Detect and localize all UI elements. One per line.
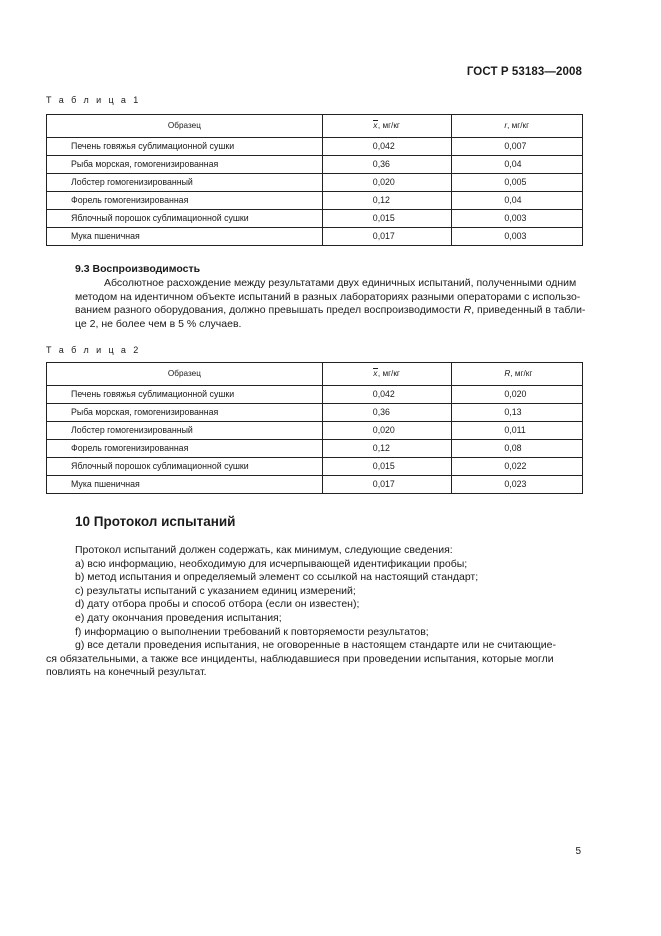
- table1-value-cell: 0,007: [452, 138, 583, 156]
- table2-col-x-unit: , мг/кг: [377, 369, 400, 378]
- table2-value-cell: 0,020: [452, 386, 583, 404]
- table1-sample-cell: Яблочный порошок сублимационной сушки: [47, 210, 323, 228]
- table1-value-cell: 0,04: [452, 156, 583, 174]
- table2-body: [47, 386, 583, 494]
- table1-row: [47, 174, 583, 192]
- list-item: a) всю информацию, необходимую для исчерпывающей идентификации пробы;: [75, 557, 468, 570]
- table2-row: [47, 386, 583, 404]
- section-9-3-heading: 9.3 Воспроизводимость: [75, 263, 201, 275]
- table2-col-R: [452, 363, 583, 386]
- table2-x-cell: 0,020: [322, 422, 452, 440]
- table1-sample-cell: Форель гомогенизированная: [47, 192, 323, 210]
- table1-sample-cell: Мука пшеничная: [47, 228, 323, 246]
- table2-row: [47, 476, 583, 494]
- table1-col-r-symbol: r: [504, 121, 508, 130]
- table2-value-cell: 0,08: [452, 440, 583, 458]
- table2-col-x-symbol: x: [373, 369, 378, 378]
- table2-sample-cell: Печень говяжья сублимационной сушки: [47, 386, 323, 404]
- table1-x-cell: 0,042: [322, 138, 452, 156]
- list-item-continuation: ся обязательными, а также все инциденты, наблюдавшиеся при проведении испытания, которые могли: [46, 652, 554, 665]
- table2-sample-cell: Лобстер гомогенизированный: [47, 422, 323, 440]
- table1-caption: Т а б л и ц а 1: [46, 95, 141, 105]
- table2-sample-cell: Форель гомогенизированная: [47, 440, 323, 458]
- table2-x-cell: 0,042: [322, 386, 452, 404]
- table1-col-r: [452, 115, 583, 138]
- table2-row: [47, 404, 583, 422]
- table1-row: [47, 156, 583, 174]
- table1-x-cell: 0,36: [322, 156, 452, 174]
- paragraph-line: ванием разного оборудования, должно превышать предел воспроизводимости R, приведенный в табли-: [75, 304, 586, 317]
- list-item-continuation: повлиять на конечный результат.: [46, 666, 207, 679]
- table1-value-cell: 0,005: [452, 174, 583, 192]
- table1-value-cell: 0,003: [452, 228, 583, 246]
- table1-col-x-symbol: x: [373, 121, 378, 130]
- table2-col-R-unit: , мг/кг: [510, 369, 533, 378]
- table1-col-r-unit: , мг/кг: [507, 121, 530, 130]
- table1-value-cell: 0,003: [452, 210, 583, 228]
- table2-row: [47, 422, 583, 440]
- list-item: e) дату окончания проведения испытания;: [75, 611, 282, 624]
- table1-x-cell: 0,017: [322, 228, 452, 246]
- section-10-intro: Протокол испытаний должен содержать, как минимум, следующие сведения:: [75, 544, 453, 556]
- section-9-3-paragraph: [75, 277, 586, 331]
- table2-col-R-symbol: R: [504, 369, 511, 378]
- table1-row: [47, 228, 583, 246]
- table1-col-sample: Образец: [47, 115, 323, 138]
- table2-col-sample: Образец: [47, 363, 323, 386]
- table1-sample-cell: Лобстер гомогенизированный: [47, 174, 323, 192]
- standard-header: ГОСТ Р 53183—2008: [466, 66, 582, 78]
- list-item: c) результаты испытаний с указанием единиц измерений;: [75, 584, 356, 597]
- table1-col-x: [322, 115, 452, 138]
- table2-caption: Т а б л и ц а 2: [46, 345, 141, 355]
- table1: [46, 114, 583, 246]
- table1-x-cell: 0,020: [322, 174, 452, 192]
- table2-x-cell: 0,015: [322, 458, 452, 476]
- table1-row: [47, 210, 583, 228]
- table1-header-row: [47, 115, 583, 138]
- table2-sample-cell: Рыба морская, гомогенизированная: [47, 404, 323, 422]
- table2-sample-cell: Яблочный порошок сублимационной сушки: [47, 458, 323, 476]
- table2: [46, 362, 583, 494]
- table1-x-cell: 0,12: [322, 192, 452, 210]
- table2-value-cell: 0,023: [452, 476, 583, 494]
- table2-header-row: [47, 363, 583, 386]
- table2-sample-cell: Мука пшеничная: [47, 476, 323, 494]
- list-item: b) метод испытания и определяемый элемент со ссылкой на настоящий стандарт;: [75, 571, 479, 584]
- table2-value-cell: 0,011: [452, 422, 583, 440]
- table1-col-x-unit: , мг/кг: [377, 121, 400, 130]
- section-10-list: [46, 544, 556, 680]
- table2-col-x: [322, 363, 452, 386]
- list-item: g) все детали проведения испытания, не оговоренные в настоящем стандарте или не считающие-: [75, 639, 556, 652]
- list-item: f) информацию о выполнении требований к повторяемости результатов;: [75, 625, 429, 638]
- paragraph-line: методом на идентичном объекте испытаний в разных лабораториях разными операторами с использо-: [75, 290, 581, 303]
- table1-row: [47, 192, 583, 210]
- table2-row: [47, 440, 583, 458]
- table1-row: [47, 138, 583, 156]
- table2-value-cell: 0,022: [452, 458, 583, 476]
- table1-x-cell: 0,015: [322, 210, 452, 228]
- table1-value-cell: 0,04: [452, 192, 583, 210]
- page-number: 5: [575, 846, 581, 857]
- table1-body: [47, 138, 583, 246]
- table2-x-cell: 0,017: [322, 476, 452, 494]
- paragraph-line: це 2, не более чем в 5 % случаев.: [75, 317, 242, 330]
- table1-sample-cell: Печень говяжья сублимационной сушки: [47, 138, 323, 156]
- table2-row: [47, 458, 583, 476]
- list-item: d) дату отбора пробы и способ отбора (если он известен);: [75, 598, 360, 611]
- table2-x-cell: 0,12: [322, 440, 452, 458]
- paragraph-line: Абсолютное расхождение между результатами двух единичных испытаний, полученными одним: [104, 277, 577, 289]
- table2-value-cell: 0,13: [452, 404, 583, 422]
- table1-sample-cell: Рыба морская, гомогенизированная: [47, 156, 323, 174]
- section-10-heading: 10 Протокол испытаний: [75, 514, 236, 529]
- table2-x-cell: 0,36: [322, 404, 452, 422]
